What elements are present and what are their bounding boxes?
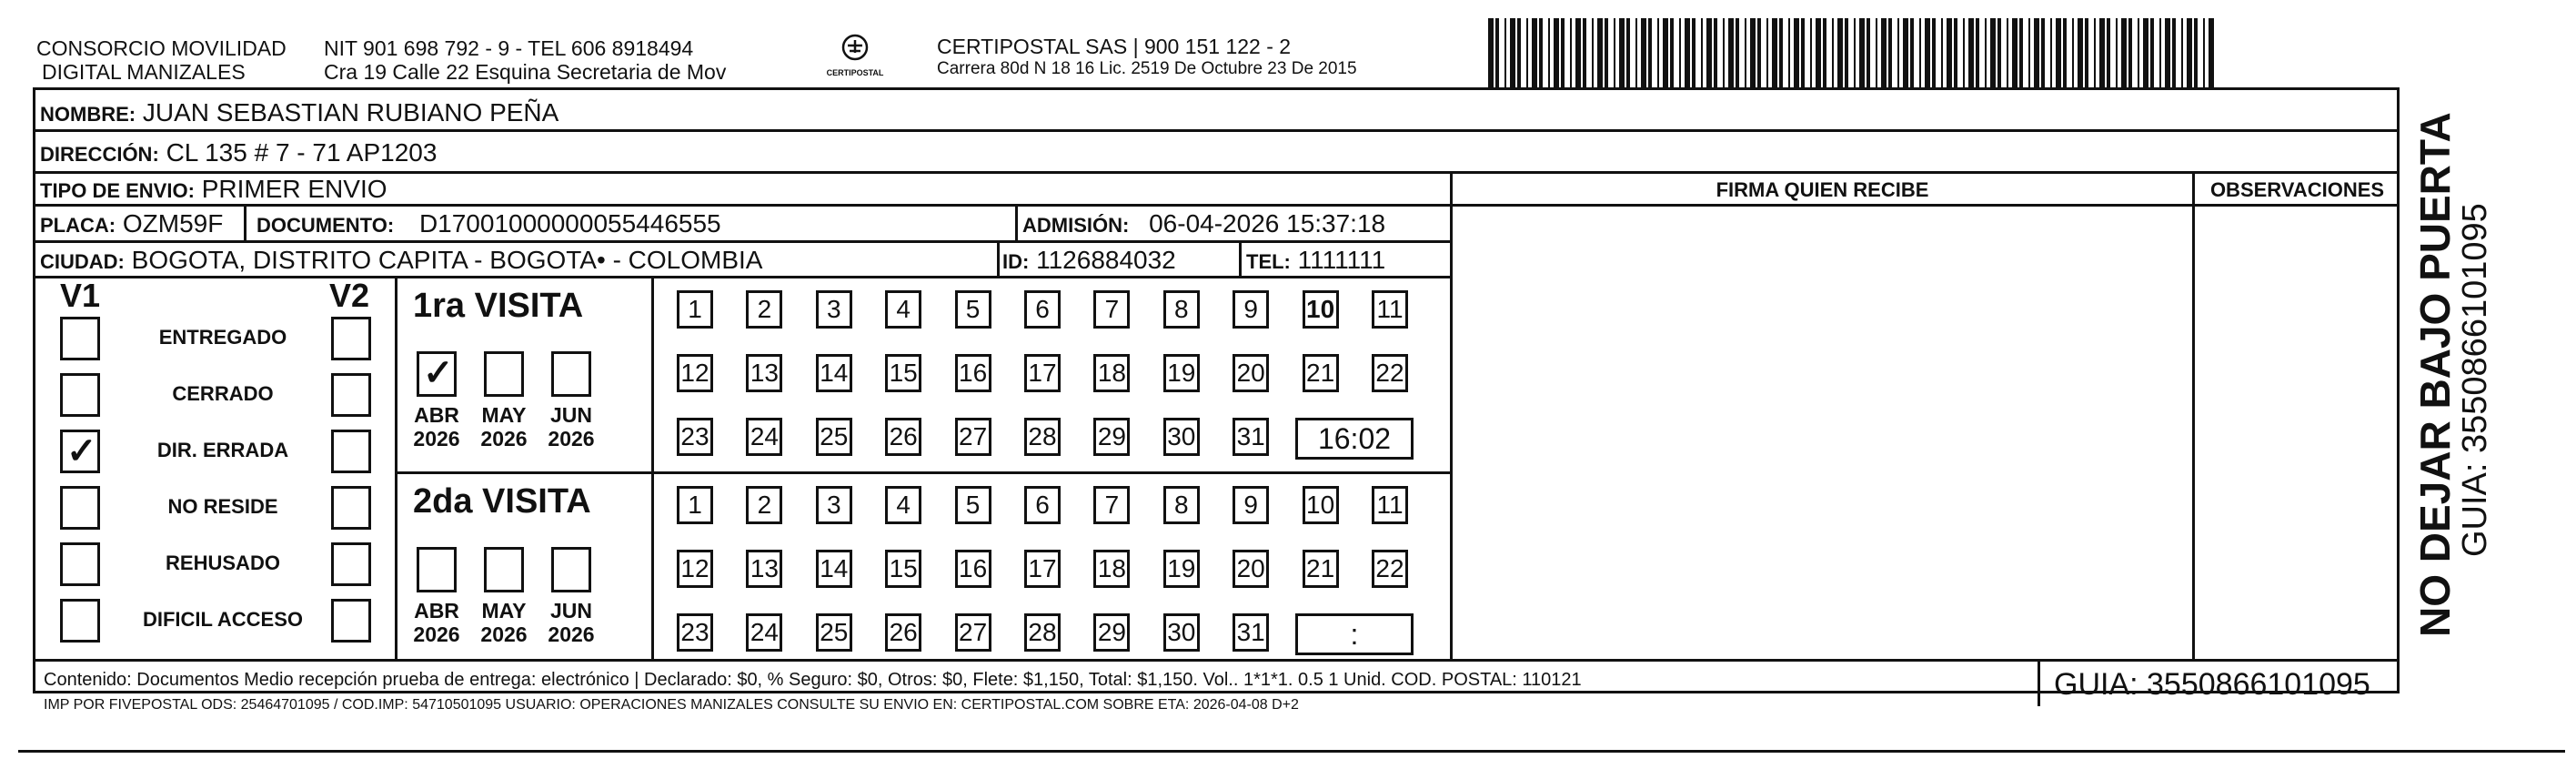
logo-text: CERTIPOSTAL xyxy=(826,68,884,77)
status-v2-checkbox[interactable] xyxy=(331,486,371,530)
month-label xyxy=(543,403,599,450)
v2-label: V2 xyxy=(329,277,370,314)
nombre-value: JUAN SEBASTIAN RUBIANO PEÑA xyxy=(142,98,559,126)
time-box[interactable]: 16:02 xyxy=(1295,418,1414,460)
rule xyxy=(33,171,2400,174)
day-box[interactable]: 15 xyxy=(885,354,921,392)
tipo-value: PRIMER ENVIO xyxy=(201,175,387,203)
ciudad-row xyxy=(40,246,762,275)
day-box[interactable]: 26 xyxy=(885,418,921,456)
day-box[interactable]: 1 xyxy=(677,290,713,329)
status-v1-checkbox[interactable] xyxy=(60,430,100,473)
status-v2-checkbox[interactable] xyxy=(331,542,371,586)
day-box[interactable]: 6 xyxy=(1024,290,1061,329)
direccion-row xyxy=(40,138,437,167)
day-box[interactable]: 12 xyxy=(677,550,713,588)
footer-contenido: Contenido: Documentos Medio recepción prueba de entrega: electrónico | Declarado: $0, % Seguro: $0, Otros: $0, Flete: $1,150, Total: $1,150. Vol.. 1*1*1. 0.5 1 Unid. COD. POSTAL: 110121 xyxy=(44,670,1582,690)
certipostal-info xyxy=(937,35,1357,80)
time-box[interactable]: : xyxy=(1295,613,1414,655)
status-label: DIR. ERRADA xyxy=(156,439,289,461)
day-box[interactable]: 14 xyxy=(816,550,852,588)
address-line: Cra 19 Calle 22 Esquina Secretaria de Mov xyxy=(324,60,727,84)
day-box[interactable]: 18 xyxy=(1093,550,1130,588)
day-box[interactable]: 25 xyxy=(816,418,852,456)
day-box[interactable]: 11 xyxy=(1372,486,1408,524)
certipostal-line-2: Carrera 80d N 18 16 Lic. 2519 De Octubre 23 De 2015 xyxy=(937,59,1357,78)
month-name: ABR xyxy=(414,599,459,622)
documento-label: DOCUMENTO: xyxy=(257,214,395,237)
month-checkbox[interactable] xyxy=(417,547,457,592)
day-box[interactable]: 17 xyxy=(1024,354,1061,392)
status-label: ENTREGADO xyxy=(158,326,287,349)
month-label xyxy=(408,599,465,646)
status-v1-checkbox[interactable] xyxy=(60,486,100,530)
nit-line: NIT 901 698 792 - 9 - TEL 606 8918494 xyxy=(324,36,694,60)
barcode xyxy=(1488,18,2216,87)
rule xyxy=(395,276,397,659)
documento-row xyxy=(257,209,721,238)
month-checkbox[interactable] xyxy=(417,351,457,397)
day-box[interactable]: 31 xyxy=(1233,418,1269,456)
id-label: ID: xyxy=(1002,250,1030,273)
rule xyxy=(395,471,1450,474)
day-box[interactable]: 18 xyxy=(1093,354,1130,392)
day-box[interactable]: 23 xyxy=(677,613,713,652)
ciudad-value: BOGOTA, DISTRITO CAPITA - BOGOTA• - COLOMBIA xyxy=(131,246,763,274)
day-box[interactable]: 16 xyxy=(955,354,991,392)
rule xyxy=(1015,204,1018,240)
day-box[interactable]: 27 xyxy=(955,418,991,456)
day-box[interactable]: 10 xyxy=(1303,290,1339,329)
month-year: 2026 xyxy=(413,622,460,646)
month-label xyxy=(543,599,599,646)
month-year: 2026 xyxy=(480,427,528,450)
rule xyxy=(651,276,654,659)
month-name: JUN xyxy=(549,599,592,622)
status-v1-checkbox[interactable] xyxy=(60,599,100,643)
admision-value: 06-04-2026 15:37:18 xyxy=(1149,209,1386,238)
month-checkbox[interactable] xyxy=(484,547,524,592)
status-label: NO RESIDE xyxy=(167,495,278,518)
placa-value: OZM59F xyxy=(122,209,224,238)
day-box[interactable]: 20 xyxy=(1233,550,1269,588)
logo-icon xyxy=(837,33,873,64)
day-box[interactable]: 25 xyxy=(816,613,852,652)
certipostal-line-1: CERTIPOSTAL SAS | 900 151 122 - 2 xyxy=(937,35,1292,58)
day-box[interactable]: 31 xyxy=(1233,613,1269,652)
status-label: REHUSADO xyxy=(166,552,280,574)
placa-row xyxy=(40,209,223,238)
day-box[interactable]: 13 xyxy=(746,354,782,392)
company-line-1: CONSORCIO MOVILIDAD xyxy=(36,36,287,60)
tel-row xyxy=(1246,246,1385,275)
nombre-row xyxy=(40,98,558,127)
rule xyxy=(244,204,247,240)
side-guia: GUIA: 3550866101095 xyxy=(2456,203,2494,557)
status-v2-checkbox[interactable] xyxy=(331,373,371,417)
firma-header: FIRMA QUIEN RECIBE xyxy=(1716,178,1929,201)
day-box[interactable]: 8 xyxy=(1163,290,1200,329)
tel-label: TEL: xyxy=(1246,250,1291,273)
visit-title: 1ra VISITA xyxy=(413,287,584,325)
day-box[interactable]: 29 xyxy=(1093,418,1130,456)
day-box[interactable]: 2 xyxy=(746,486,782,524)
day-box[interactable]: 7 xyxy=(1093,486,1130,524)
observaciones-header: OBSERVACIONES xyxy=(2209,178,2385,201)
status-v2-checkbox[interactable] xyxy=(331,430,371,473)
month-name: JUN xyxy=(549,403,592,427)
month-name: ABR xyxy=(414,403,459,427)
month-year: 2026 xyxy=(548,427,595,450)
day-box[interactable]: 11 xyxy=(1372,290,1408,329)
id-value: 1126884032 xyxy=(1036,246,1176,274)
day-box[interactable]: 17 xyxy=(1024,550,1061,588)
footer-imp: IMP POR FIVEPOSTAL ODS: 25464701095 / COD.IMP: 54710501095 USUARIO: OPERACIONES MANIZALES CONSULTE SU ENVIO EN: CERTIPOSTAL.COM SOBRE ETA: 2026-04-08 D+2 xyxy=(44,697,1299,713)
day-box[interactable]: 10 xyxy=(1303,486,1339,524)
day-box[interactable]: 23 xyxy=(677,418,713,456)
month-checkbox[interactable] xyxy=(551,547,591,592)
month-name: MAY xyxy=(481,403,527,427)
day-box[interactable]: 22 xyxy=(1372,550,1408,588)
day-box[interactable]: 5 xyxy=(955,486,991,524)
company-name xyxy=(36,36,287,84)
status-v2-checkbox[interactable] xyxy=(331,317,371,360)
day-box[interactable]: 3 xyxy=(816,290,852,329)
day-box[interactable]: 30 xyxy=(1163,613,1200,652)
day-box[interactable]: 2 xyxy=(746,290,782,329)
certipostal-logo xyxy=(819,33,891,77)
day-box[interactable]: 21 xyxy=(1303,354,1339,392)
company-line-2: DIGITAL MANIZALES xyxy=(42,60,246,84)
direccion-value: CL 135 # 7 - 71 AP1203 xyxy=(166,138,438,167)
company-info xyxy=(324,36,726,84)
day-box[interactable]: 27 xyxy=(955,613,991,652)
day-box[interactable]: 5 xyxy=(955,290,991,329)
day-box[interactable]: 6 xyxy=(1024,486,1061,524)
month-checkbox[interactable] xyxy=(484,351,524,397)
tipo-label: TIPO DE ENVIO: xyxy=(40,179,195,202)
direccion-label: DIRECCIÓN: xyxy=(40,143,159,166)
day-box[interactable]: 1 xyxy=(677,486,713,524)
month-year: 2026 xyxy=(480,622,528,646)
status-v1-checkbox[interactable] xyxy=(60,317,100,360)
placa-label: PLACA: xyxy=(40,214,116,237)
status-v2-checkbox[interactable] xyxy=(331,599,371,643)
day-box[interactable]: 28 xyxy=(1024,613,1061,652)
day-box[interactable]: 22 xyxy=(1372,354,1408,392)
day-box[interactable]: 7 xyxy=(1093,290,1130,329)
ciudad-label: CIUDAD: xyxy=(40,250,125,273)
rule xyxy=(1239,240,1242,277)
admision-row xyxy=(1022,209,1385,238)
day-box[interactable]: 4 xyxy=(885,290,921,329)
day-box[interactable]: 28 xyxy=(1024,418,1061,456)
status-label: CERRADO xyxy=(172,382,274,405)
day-box[interactable]: 20 xyxy=(1233,354,1269,392)
visit-title: 2da VISITA xyxy=(413,482,591,521)
footer-guia: GUIA: 3550866101095 xyxy=(2054,667,2370,702)
day-box[interactable]: 16 xyxy=(955,550,991,588)
admision-label: ADMISIÓN: xyxy=(1022,214,1130,237)
nombre-label: NOMBRE: xyxy=(40,103,136,126)
month-label xyxy=(408,403,465,450)
day-box[interactable]: 3 xyxy=(816,486,852,524)
day-box[interactable]: 4 xyxy=(885,486,921,524)
day-box[interactable]: 15 xyxy=(885,550,921,588)
status-label: DIFICIL ACCESO xyxy=(142,608,303,631)
tipo-row xyxy=(40,175,387,204)
day-box[interactable]: 19 xyxy=(1163,354,1200,392)
rule xyxy=(1450,204,2400,207)
day-box[interactable]: 26 xyxy=(885,613,921,652)
rule xyxy=(997,240,1000,277)
id-row xyxy=(1002,246,1176,275)
month-name: MAY xyxy=(481,599,527,622)
day-box[interactable]: 9 xyxy=(1233,290,1269,329)
documento-value: D17001000000055446555 xyxy=(418,209,721,238)
day-box[interactable]: 29 xyxy=(1093,613,1130,652)
day-box[interactable]: 24 xyxy=(746,613,782,652)
month-label xyxy=(476,403,532,450)
month-label xyxy=(476,599,532,646)
rule xyxy=(33,129,2400,132)
day-box[interactable]: 13 xyxy=(746,550,782,588)
v1-label: V1 xyxy=(60,277,101,314)
month-year: 2026 xyxy=(413,427,460,450)
month-year: 2026 xyxy=(548,622,595,646)
day-box[interactable]: 24 xyxy=(746,418,782,456)
day-box[interactable]: 12 xyxy=(677,354,713,392)
status-v1-checkbox[interactable] xyxy=(60,542,100,586)
day-box[interactable]: 21 xyxy=(1303,550,1339,588)
rule xyxy=(1450,171,1453,659)
status-v1-checkbox[interactable] xyxy=(60,373,100,417)
day-box[interactable]: 9 xyxy=(1233,486,1269,524)
side-warning: NO DEJAR BAJO PUERTA xyxy=(2411,112,2459,637)
day-box[interactable]: 30 xyxy=(1163,418,1200,456)
rule xyxy=(2192,171,2195,659)
cut-line xyxy=(18,750,2565,753)
month-checkbox[interactable] xyxy=(551,351,591,397)
tel-value: 1111111 xyxy=(1297,246,1386,274)
day-box[interactable]: 8 xyxy=(1163,486,1200,524)
day-box[interactable]: 14 xyxy=(816,354,852,392)
day-box[interactable]: 19 xyxy=(1163,550,1200,588)
